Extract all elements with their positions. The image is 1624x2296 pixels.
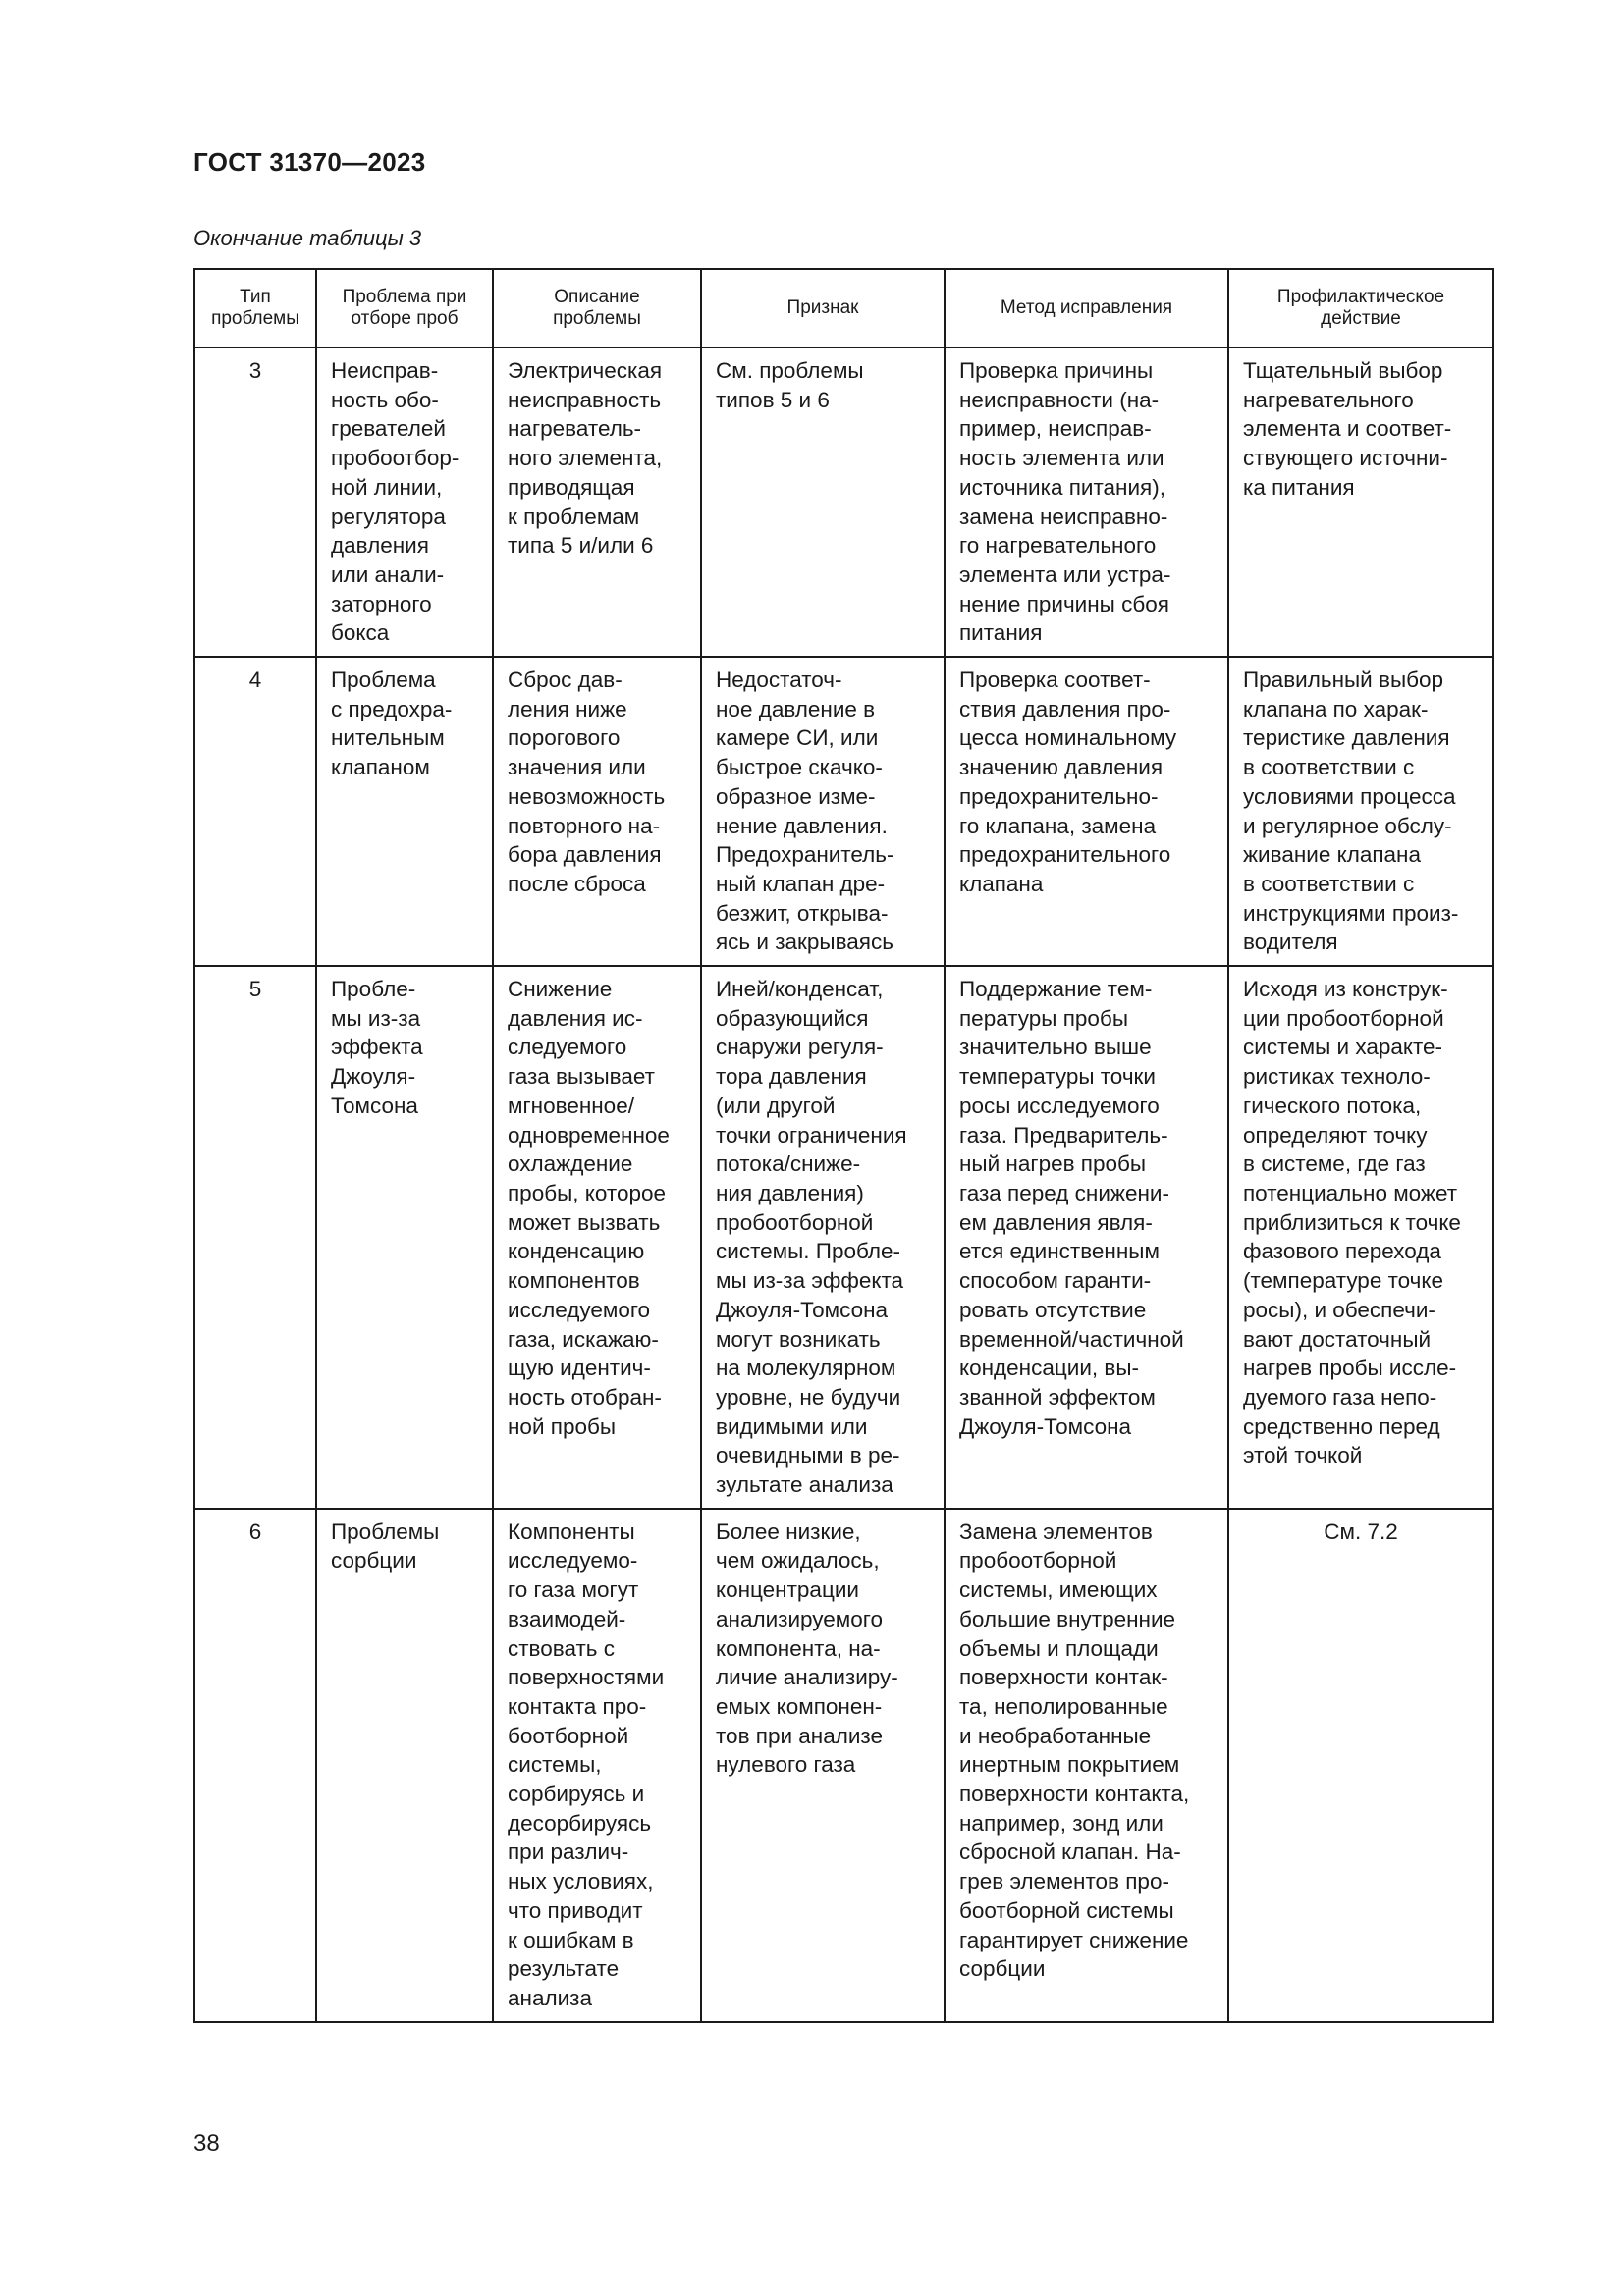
cell-description: Снижение давления ис- следуемого газа вызывает мгновенное/ одновременное охлаждение пробы, которое может вызвать конденсацию компонентов исследуемого газа, искажаю- щую идентич- ность отобран- ной пробы — [493, 966, 701, 1509]
cell-type: 4 — [194, 657, 316, 966]
cell-problem: Проблема с предохра- нительным клапаном — [316, 657, 493, 966]
cell-fix: Проверка соответ- ствия давления про- цесса номинальному значению давления предохранительно- го клапана, замена предохранительного клапана — [945, 657, 1228, 966]
page-number: 38 — [193, 2130, 220, 2157]
table-row — [194, 1509, 1493, 2022]
column-header-problem: Проблема при отборе проб — [316, 269, 493, 347]
cell-problem: Пробле- мы из-за эффекта Джоуля- Томсона — [316, 966, 493, 1509]
problems-table — [193, 268, 1494, 2023]
cell-type: 3 — [194, 347, 316, 657]
cell-description: Сброс дав- ления ниже порогового значения или невозможность повторного на- бора давления после сброса — [493, 657, 701, 966]
cell-prevention: Тщательный выбор нагревательного элемента и соответ- ствующего источни- ка питания — [1228, 347, 1493, 657]
column-header-fix: Метод исправления — [945, 269, 1228, 347]
cell-fix: Проверка причины неисправности (на- пример, неисправ- ность элемента или источника питания), замена неисправно- го нагревательного элемента или устра- нение причины сбоя питания — [945, 347, 1228, 657]
cell-type: 5 — [194, 966, 316, 1509]
cell-sign: Иней/конденсат, образующийся снаружи регуля- тора давления (или другой точки ограничения потока/сниже- ния давления) пробоотборной системы. Пробле- мы из-за эффекта Джоуля-Томсона могут возникать на молекулярном уровне, не будучи видимыми или очевидными в ре- зультате анализа — [701, 966, 945, 1509]
column-header-description: Описание проблемы — [493, 269, 701, 347]
cell-fix: Поддержание тем- пературы пробы значительно выше температуры точки росы исследуемого газа. Предваритель- ный нагрев пробы газа перед снижени- ем давления явля- ется единственным способом гаранти- ровать отсутствие временной/частичной конденсации, вы- званной эффектом Джоуля-Томсона — [945, 966, 1228, 1509]
column-header-sign: Признак — [701, 269, 945, 347]
table-row — [194, 966, 1493, 1509]
table-row — [194, 347, 1493, 657]
cell-sign: Недостаточ- ное давление в камере СИ, или быстрое скачко- образное изме- нение давления. Предохранитель- ный клапан дре- безжит, открыва- ясь и закрываясь — [701, 657, 945, 966]
cell-type: 6 — [194, 1509, 316, 2022]
table-row — [194, 657, 1493, 966]
cell-sign: Более низкие, чем ожидалось, концентрации анализируемого компонента, на- личие анализиру- емых компонен- тов при анализе нулевого газа — [701, 1509, 945, 2022]
cell-prevention: Правильный выбор клапана по харак- теристике давления в соответствии с условиями процесса и регулярное обслу- живание клапана в соответствии с инструкциями произ- водителя — [1228, 657, 1493, 966]
cell-sign: См. проблемы типов 5 и 6 — [701, 347, 945, 657]
cell-problem: Неисправ- ность обо- гревателей пробоотбор- ной линии, регулятора давления или анали- заторного бокса — [316, 347, 493, 657]
cell-description: Компоненты исследуемо- го газа могут взаимодей- ствовать с поверхностями контакта про- боотборной системы, сорбируясь и десорбируясь при различ- ных условиях, что приводит к ошибкам в результате анализа — [493, 1509, 701, 2022]
column-header-prevention: Профилактическое действие — [1228, 269, 1493, 347]
cell-prevention: См. 7.2 — [1228, 1509, 1493, 2022]
cell-prevention: Исходя из конструк- ции пробоотборной системы и характе- ристиках техноло- гического потока, определяют точку в системе, где газ потенциально может приблизиться к точке фазового перехода (температуре точке росы), и обеспечи- вают достаточный нагрев пробы иссле- дуемого газа непо- средственно перед этой точкой — [1228, 966, 1493, 1509]
document-id: ГОСТ 31370—2023 — [193, 147, 426, 177]
table-caption: Окончание таблицы 3 — [193, 226, 422, 250]
cell-problem: Проблемы сорбции — [316, 1509, 493, 2022]
column-header-type: Тип проблемы — [194, 269, 316, 347]
table-header-row — [194, 269, 1493, 347]
cell-description: Электрическая неисправность нагреватель- ного элемента, приводящая к проблемам типа 5 и/или 6 — [493, 347, 701, 657]
cell-fix: Замена элементов пробоотборной системы, имеющих большие внутренние объемы и площади поверхности контак- та, неполированные и необработанные инертным покрытием поверхности контакта, например, зонд или сбросной клапан. На- грев элементов про- боотборной системы гарантирует снижение сорбции — [945, 1509, 1228, 2022]
